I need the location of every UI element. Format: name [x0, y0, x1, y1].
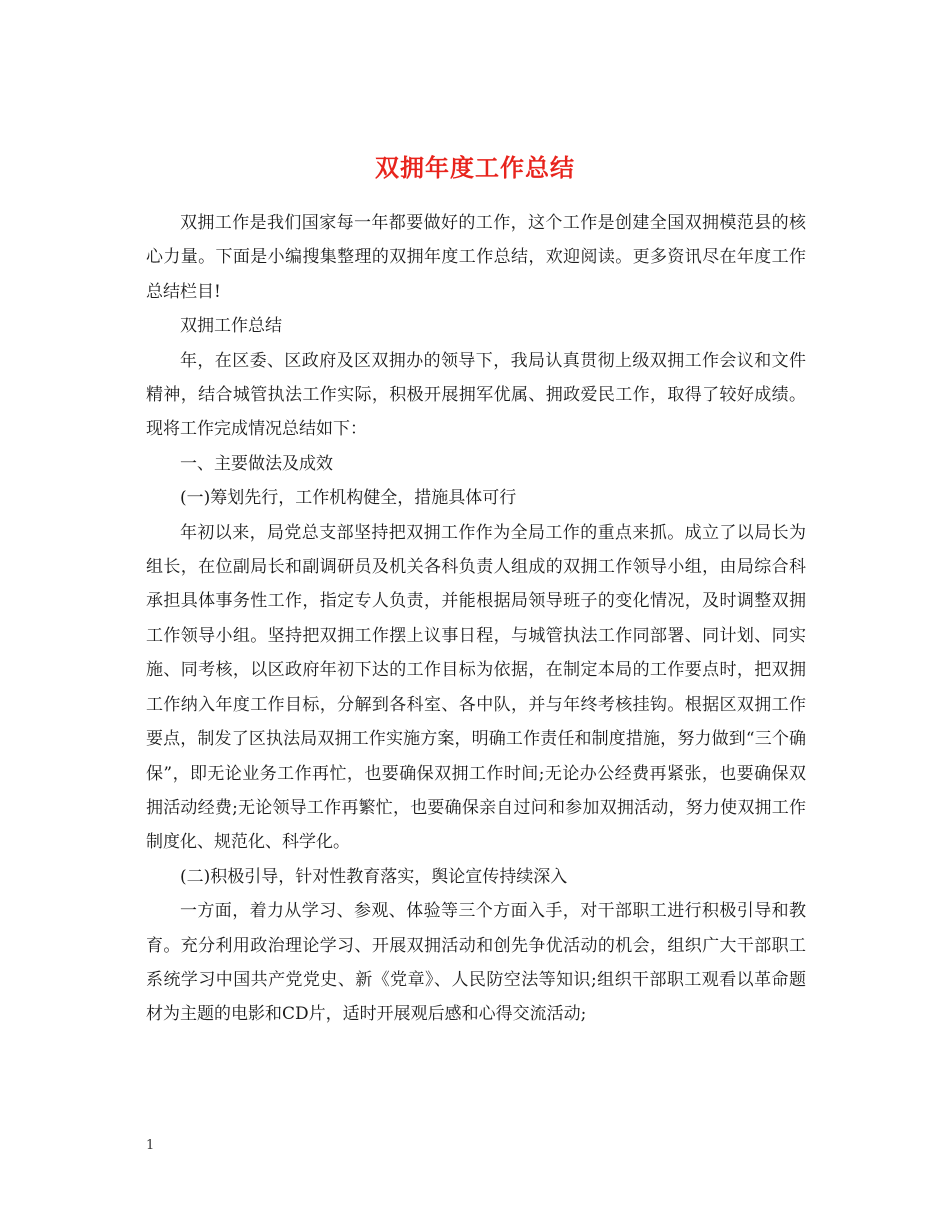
subsection-heading-1: (一)筹划先行，工作机构健全，措施具体可行 — [180, 488, 517, 509]
section-heading-1: 一、主要做法及成效 — [180, 453, 333, 474]
document-body — [146, 206, 806, 1032]
paragraph-education: 一方面，着力从学习、参观、体验等三个方面入手，对干部职工进行积极引导和教育。充分利用政治理论学习、开展双拥活动和创先争优活动的机会，组织广大干部职工系统学习中国共产党党史、新《党章》、人民防空法等知识;组织干部职工观看以革命题材为主题的电影和CD片，适时开展观后感和心得交流活动; — [146, 901, 806, 1025]
paragraph-intro: 双拥工作是我们国家每一年都要做好的工作，这个工作是创建全国双拥模范县的核心力量。下面是小编搜集整理的双拥年度工作总结，欢迎阅读。更多资讯尽在年度工作总结栏目! — [146, 213, 806, 302]
subsection-heading-2: (二)积极引导，针对性教育落实，舆论宣传持续深入 — [180, 866, 568, 887]
page-number: 1 — [146, 1138, 155, 1153]
paragraph-subtitle: 双拥工作总结 — [180, 316, 282, 337]
document-title: 双拥年度工作总结 — [375, 153, 575, 183]
paragraph-organization: 年初以来，局党总支部坚持把双拥工作作为全局工作的重点来抓。成立了以局长为组长，在位副局长和副调研员及机关各科负责人组成的双拥工作领导小组，由局综合科承担具体事务性工作，指定专人负责，并能根据局领导班子的变化情况，及时调整双拥工作领导小组。坚持把双拥工作摆上议事日程，与城管执法工作同部署、同计划、同实施、同考核，以区政府年初下达的工作目标为依据，在制定本局的工作要点时，把双拥工作纳入年度工作目标，分解到各科室、各中队，并与年终考核挂钩。根据区双拥工作要点，制发了区执法局双拥工作实施方案，明确工作责任和制度措施，努力做到“三个确保”，即无论业务工作再忙，也要确保双拥工作时间;无论办公经费再紧张，也要确保双拥活动经费;无论领导工作再繁忙，也要确保亲自过问和参加双拥活动，努力使双拥工作制度化、规范化、科学化。 — [146, 522, 806, 853]
paragraph-overview: 年，在区委、区政府及区双拥办的领导下，我局认真贯彻上级双拥工作会议和文件精神，结合城管执法工作实际，积极开展拥军优属、拥政爱民工作，取得了较好成绩。现将工作完成情况总结如下： — [146, 350, 806, 440]
